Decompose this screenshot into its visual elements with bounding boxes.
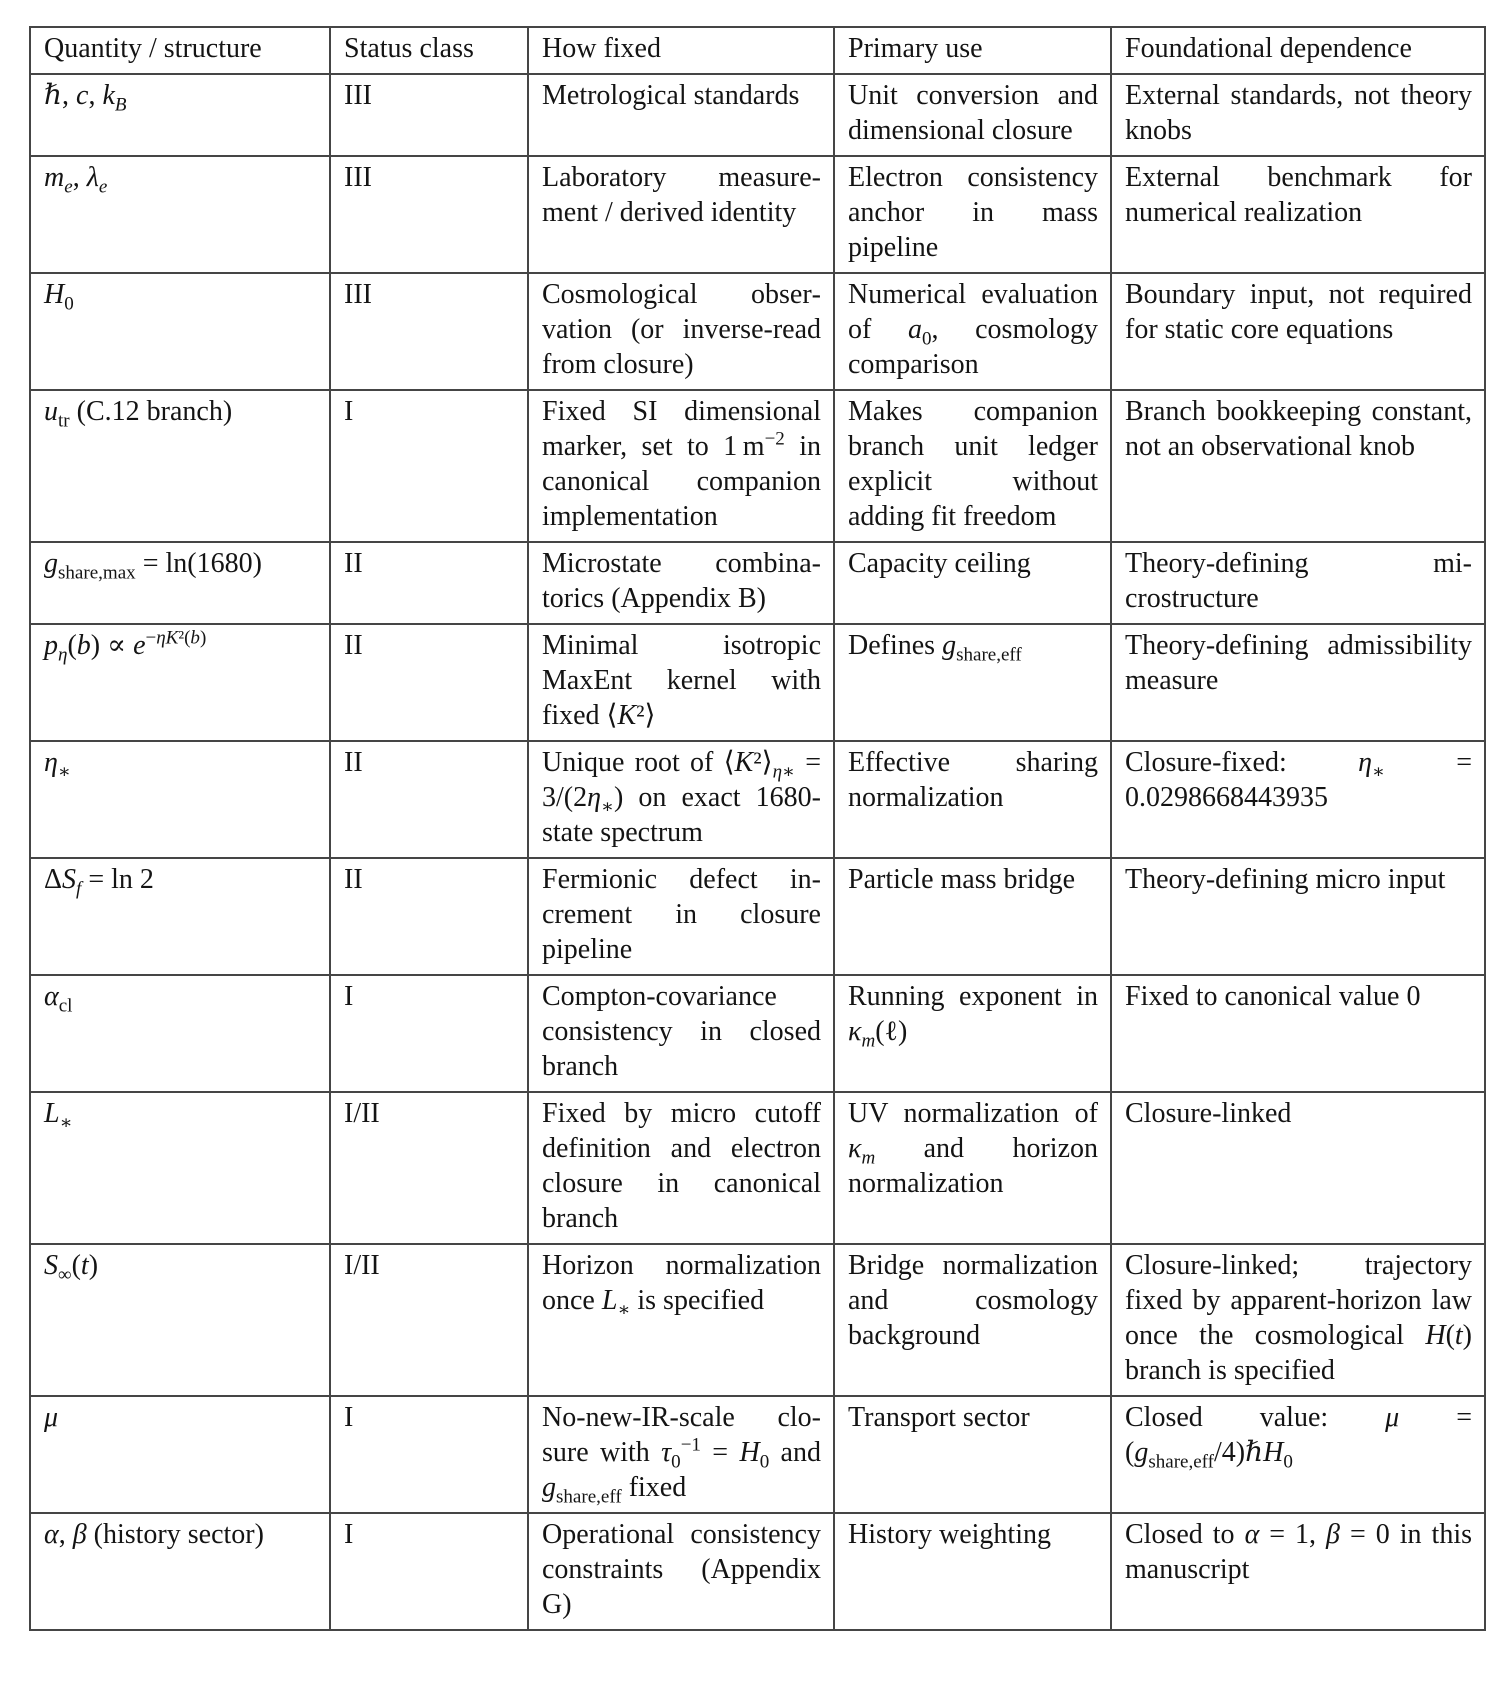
row-me-lambdae (30, 156, 1485, 273)
cell-primary-use: Transport sector (834, 1396, 1111, 1513)
cell-dependence: Branch bookkeeping constant, not an observational knob (1111, 390, 1485, 542)
cell-status: I (330, 1396, 528, 1513)
cell-status: I (330, 1513, 528, 1630)
cell-primary-use: Numerical evaluation of $a_0$, cosmology comparison (834, 273, 1111, 390)
cell-status: II (330, 741, 528, 858)
cell-dependence: Closure-linked; trajectory fixed by apparent-horizon law once the cosmological H(t) branch is specified (1111, 1244, 1485, 1396)
cell-how-fixed: Metrological standards (528, 74, 834, 156)
cell-dependence: Closure-fixed: $\eta_∗ = 0.0298668443935$ (1111, 741, 1485, 858)
cell-quantity: $\Delta S_f = \ln 2$ (30, 858, 330, 975)
cell-status: II (330, 542, 528, 624)
cell-status: I/II (330, 1244, 528, 1396)
cell-how-fixed: Cosmological observation (or inverse-read from closure) (528, 273, 834, 390)
cell-how-fixed: Operational consistency constraints (Appendix G) (528, 1513, 834, 1630)
cell-primary-use: Capacity ceiling (834, 542, 1111, 624)
cell-quantity: μ (30, 1396, 330, 1513)
cell-primary-use: History weighting (834, 1513, 1111, 1630)
cell-primary-use: UV normalization of $\kappa_m$ and horizon normalization (834, 1092, 1111, 1244)
cell-primary-use: Particle mass bridge (834, 858, 1111, 975)
cell-quantity: $L_∗$ (30, 1092, 330, 1244)
cell-how-fixed: Fermionic defect increment in closure pipeline (528, 858, 834, 975)
row-p-eta-kernel (30, 624, 1485, 741)
row-hbar-c-kb (30, 74, 1485, 156)
cell-quantity: $S_\infty(t)$ (30, 1244, 330, 1396)
cell-how-fixed: Compton-covariance consistency in closed branch (528, 975, 834, 1092)
cell-primary-use: Unit conversion and dimensional closure (834, 74, 1111, 156)
cell-primary-use: Electron consistency anchor in mass pipeline (834, 156, 1111, 273)
cell-primary-use: Defines $g_{share,eff}$ (834, 624, 1111, 741)
cell-quantity: $\alpha_{cl}$ (30, 975, 330, 1092)
column-header-status-class: Status class (330, 27, 528, 74)
cell-dependence: Closed to α = 1, β = 0 in this manuscript (1111, 1513, 1485, 1630)
column-header-quantity: Quantity / structure (30, 27, 330, 74)
row-s-infinity (30, 1244, 1485, 1396)
cell-how-fixed: Fixed SI dimensional marker, set to 1 $m^{-2}$ in canonical companion implementation (528, 390, 834, 542)
row-delta-sf (30, 858, 1485, 975)
cell-dependence: Boundary input, not required for static core equations (1111, 273, 1485, 390)
row-mu (30, 1396, 1485, 1513)
cell-status: I/II (330, 1092, 528, 1244)
column-header-foundational-dependence: Foundational dependence (1111, 27, 1485, 74)
row-l-star (30, 1092, 1485, 1244)
cell-dependence: Theory-defining micro input (1111, 858, 1485, 975)
cell-quantity: α, β (history sector) (30, 1513, 330, 1630)
row-gshare-max (30, 542, 1485, 624)
row-eta-star (30, 741, 1485, 858)
cell-quantity: $m_e$, $\lambda_e$ (30, 156, 330, 273)
cell-quantity: $u_{tr}$ (C.12 branch) (30, 390, 330, 542)
cell-status: II (330, 624, 528, 741)
row-h0 (30, 273, 1485, 390)
cell-primary-use: Bridge normalization and cosmology background (834, 1244, 1111, 1396)
cell-status: I (330, 390, 528, 542)
cell-dependence: Fixed to canonical value 0 (1111, 975, 1485, 1092)
cell-primary-use: Effective sharing normalization (834, 741, 1111, 858)
cell-quantity: $g_{share,max} = \ln(1680)$ (30, 542, 330, 624)
header-row (30, 27, 1485, 74)
column-header-how-fixed: How fixed (528, 27, 834, 74)
cell-dependence: Closure-linked (1111, 1092, 1485, 1244)
cell-status: III (330, 273, 528, 390)
cell-how-fixed: No-new-IR-scale closure with $\tau_0^{-1} = H_0$ and $g_{share,eff}$ fixed (528, 1396, 834, 1513)
cell-dependence: Theory-defining admissibility measure (1111, 624, 1485, 741)
cell-quantity: ℏ, c, $k_B$ (30, 74, 330, 156)
cell-dependence: Closed value: $\mu = (g_{share,eff}/4)\hbar H_0$ (1111, 1396, 1485, 1513)
cell-dependence: External standards, not theory knobs (1111, 74, 1485, 156)
cell-dependence: External benchmark for numerical realization (1111, 156, 1485, 273)
cell-how-fixed: Unique root of $⟨K^2⟩_{\eta∗} = 3/(2\eta_∗)$ on exact 1680-state spectrum (528, 741, 834, 858)
cell-how-fixed: Horizon normalization once $L_∗$ is specified (528, 1244, 834, 1396)
cell-status: II (330, 858, 528, 975)
cell-quantity: $p_\eta(b) \propto e^{-\eta K^2(b)}$ (30, 624, 330, 741)
cell-primary-use: Makes companion branch unit ledger explicit without adding fit freedom (834, 390, 1111, 542)
cell-quantity: $\eta_∗$ (30, 741, 330, 858)
cell-status: III (330, 74, 528, 156)
cell-how-fixed: Fixed by micro cutoff definition and electron closure in canonical branch (528, 1092, 834, 1244)
row-alpha-cl (30, 975, 1485, 1092)
cell-status: I (330, 975, 528, 1092)
cell-dependence: Theory-defining microstructure (1111, 542, 1485, 624)
cell-quantity: $H_0$ (30, 273, 330, 390)
parameter-ledger-table (29, 26, 1486, 1631)
column-header-primary-use: Primary use (834, 27, 1111, 74)
cell-how-fixed: Minimal isotropic MaxEnt kernel with fixed ⟨K²⟩ (528, 624, 834, 741)
cell-how-fixed: Laboratory measurement / derived identity (528, 156, 834, 273)
row-utr-branch (30, 390, 1485, 542)
cell-status: III (330, 156, 528, 273)
cell-primary-use: Running exponent in $\kappa_m(\ell)$ (834, 975, 1111, 1092)
cell-how-fixed: Microstate combinatorics (Appendix B) (528, 542, 834, 624)
row-alpha-beta-history (30, 1513, 1485, 1630)
